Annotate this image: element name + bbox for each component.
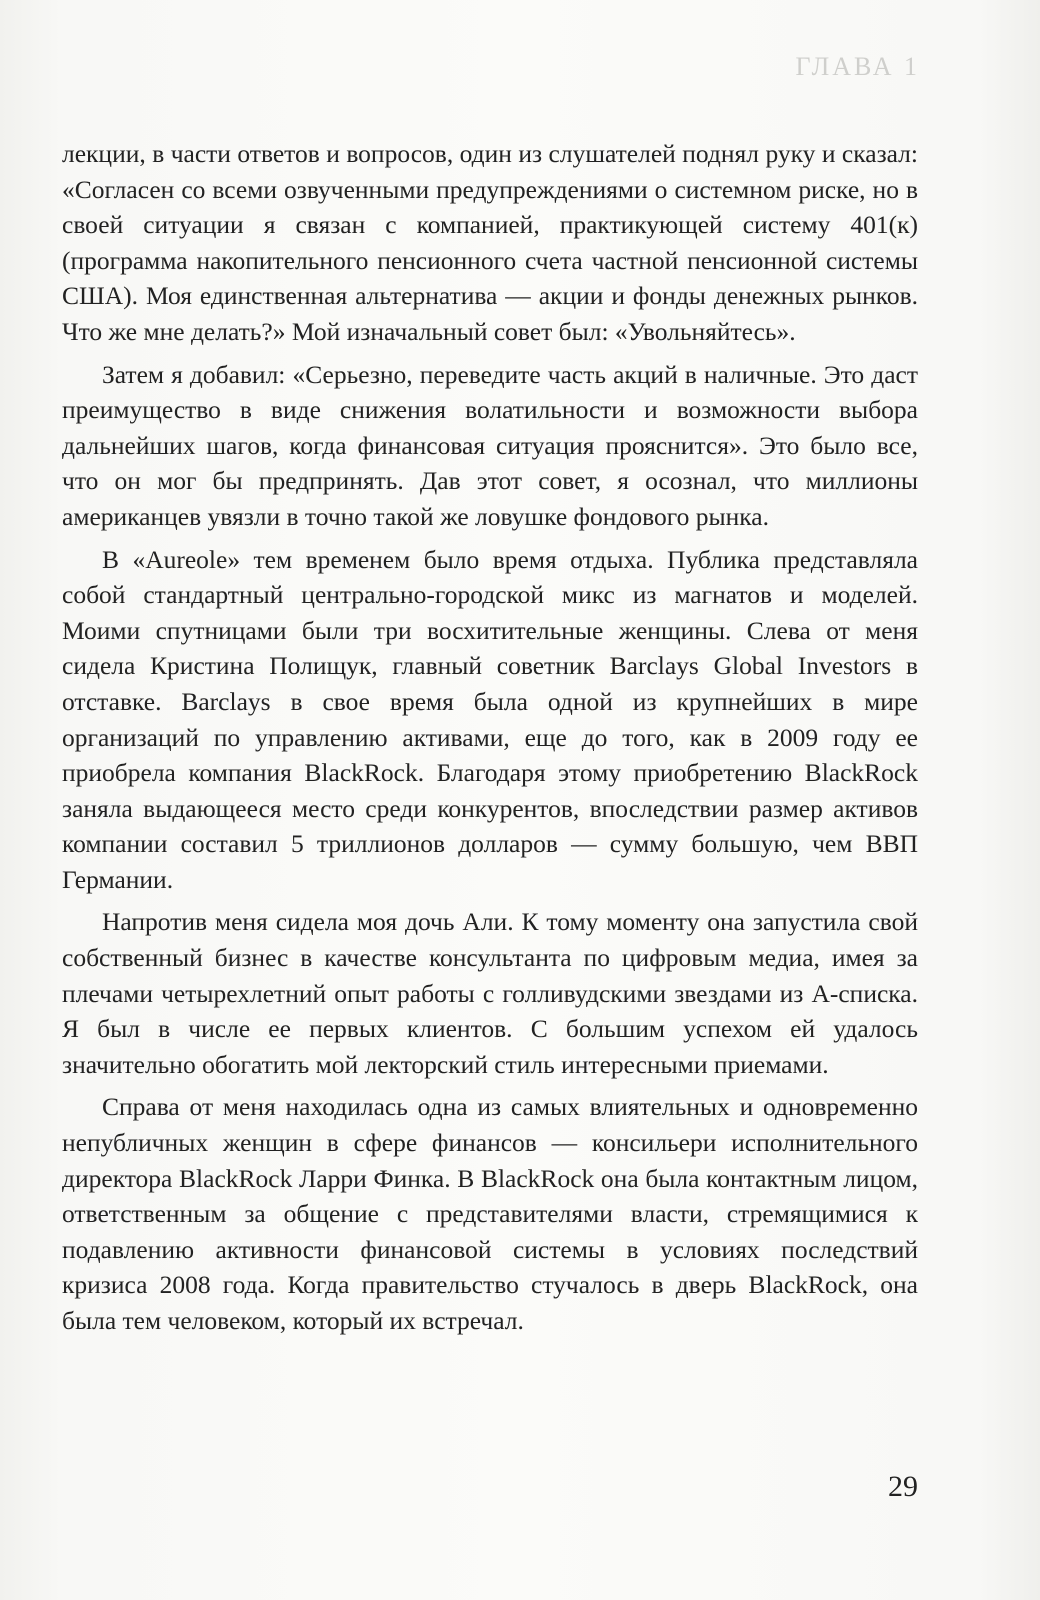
body-text (62, 136, 918, 1346)
page-number: 29 (888, 1470, 918, 1503)
paragraph-3: В «Aureole» тем временем было время отдыха. Публика представляла собой стандартный центрально-городской микс из магнатов и моделей. Моими спутницами были три восхитительные женщины. Слева от меня сидела Кристина Полищук, главный советник Barclays Global Investors в отставке. Barclays в свое время была одной из крупнейших в мире организаций по управлению активами, еще до того, как в 2009 году ее приобрела компания BlackRock. Благодаря этому приобретению BlackRock заняла выдающееся место среди конкурентов, впоследствии размер активов компании составил 5 триллионов долларов — сумму большую, чем ВВП Германии. (62, 544, 918, 894)
paragraph-2: Затем я добавил: «Серьезно, переведите часть акций в наличные. Это даст преимущество в виде снижения волатильности и возможности выбора дальнейших шагов, когда финансовая ситуация прояснится». Это было все, что он мог бы предпринять. Дав этот совет, я осознал, что миллионы американцев увязли в точно такой же ловушке фондового рынка. (62, 359, 918, 531)
paragraph-5: Справа от меня находилась одна из самых влиятельных и одновременно непубличных женщин в сфере финансов — консильери исполнительного директора BlackRock Ларри Финка. В BlackRock она была контактным лицом, ответственным за общение с представителями власти, стремящимися к подавлению активности финансовой системы в условиях последствий кризиса 2008 года. Когда правительство стучалось в дверь BlackRock, она была тем человеком, который их встречал. (62, 1092, 918, 1335)
running-head: ГЛАВА 1 (795, 52, 920, 81)
paragraph-4: Напротив меня сидела моя дочь Али. К тому моменту она запустила свой собственный бизнес в качестве консультанта по цифровым медиа, имея за плечами четырехлетний опыт работы с голливудскими звездами из А-списка. Я был в числе ее первых клиентов. С большим успехом ей удалось значительно обогатить мой лекторский стиль интересными приемами. (62, 907, 918, 1079)
paragraph-1: лекции, в части ответов и вопросов, один из слушателей поднял руку и сказал: «Согласен со всеми озвученными предупреждениями о системном риске, но в своей ситуации я связан с компанией, практикующей систему 401(к) (программа накопительного пенсионного счета частной пенсионной системы США). Моя единственная альтернатива — акции и фонды денежных рынков. Что же мне делать?» Мой изначальный совет был: «Увольняйтесь». (62, 139, 918, 346)
